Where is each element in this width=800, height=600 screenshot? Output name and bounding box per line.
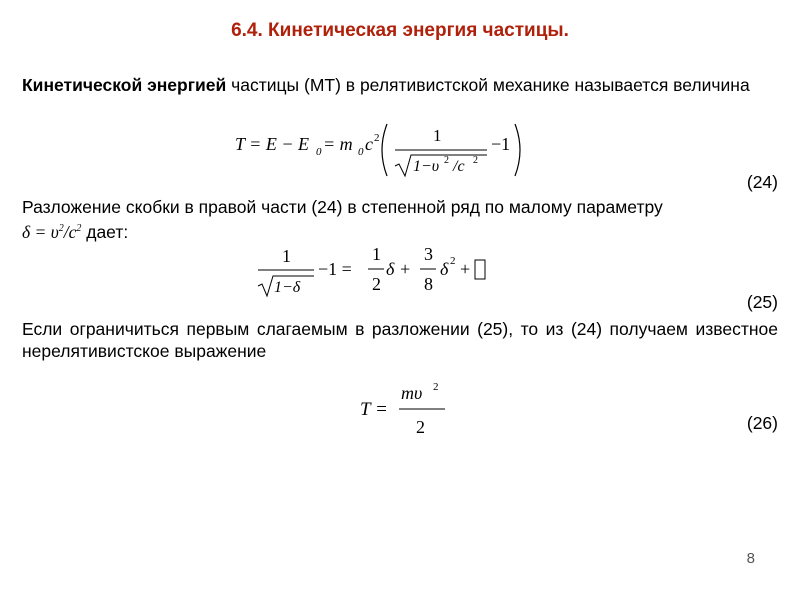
eq25-delta: δ bbox=[440, 259, 449, 279]
eq26-lhs: T = bbox=[360, 399, 388, 420]
delta-def-sq1: 2 bbox=[58, 223, 64, 234]
delta-def-sq2: 2 bbox=[76, 223, 82, 234]
eq25-half-den: 2 bbox=[372, 274, 381, 294]
eq25-plus: + bbox=[460, 259, 471, 279]
eq24-over-c: /c bbox=[453, 158, 465, 175]
equation-number-24: (24) bbox=[746, 172, 778, 192]
eq24-numerator: 1 bbox=[433, 126, 442, 145]
eq24-c2-squared: 2 bbox=[473, 155, 478, 166]
eq25-numerator: 1 bbox=[282, 246, 291, 266]
eq24-c: c bbox=[365, 134, 373, 154]
eq26-numerator: mυ bbox=[401, 383, 423, 403]
expansion-text: Разложение скобки в правой части (24) в степенной ряд по малому параметру bbox=[22, 197, 663, 217]
eq24-lhs: T = E − E bbox=[235, 134, 309, 154]
eq24-eq-m: = m bbox=[323, 134, 353, 154]
eq25-eight: 8 bbox=[424, 274, 433, 294]
eq24-sub0: 0 bbox=[316, 146, 322, 158]
eq26-v-squared: 2 bbox=[433, 381, 439, 393]
paragraph-definition bbox=[22, 74, 778, 96]
eq24-v-squared: 2 bbox=[444, 155, 449, 166]
right-paren-icon bbox=[515, 124, 520, 176]
term-kinetic-energy: Кинетической энергией bbox=[22, 75, 227, 95]
eq24-c-squared: 2 bbox=[374, 132, 380, 144]
eq25-delta-squared: 2 bbox=[450, 255, 456, 267]
left-paren-icon bbox=[382, 124, 387, 176]
paragraph-expansion bbox=[22, 196, 778, 243]
eq25-three: 3 bbox=[424, 244, 433, 264]
eq25-half-num: 1 bbox=[372, 244, 381, 264]
eq25-radicand: 1−δ bbox=[274, 279, 301, 296]
equation-24 bbox=[225, 118, 535, 182]
eq24-sub0-m: 0 bbox=[358, 146, 364, 158]
eq25-delta-plus: δ + bbox=[386, 259, 412, 279]
page-number: 8 bbox=[746, 550, 755, 567]
expansion-suffix: дает: bbox=[81, 221, 129, 242]
equation-26 bbox=[355, 378, 465, 440]
eq24-radicand: 1−υ bbox=[413, 158, 440, 175]
delta-def-over: /c bbox=[63, 221, 77, 242]
equation-number-25: (25) bbox=[746, 292, 778, 312]
equation-number-26: (26) bbox=[746, 413, 778, 433]
delta-def-text: δ = υ bbox=[22, 221, 59, 242]
delta-definition bbox=[22, 222, 81, 242]
definition-text: частицы (МТ) в релятивистской механике называется величина bbox=[226, 75, 750, 95]
equation-25 bbox=[250, 240, 510, 302]
paragraph-nonrelativistic: Если ограничиться первым слагаемым в разложении (25), то из (24) получаем известное нерелятивистское выражение bbox=[22, 319, 778, 361]
eq25-minus-one: −1 = bbox=[318, 259, 352, 279]
eq24-minus-one: −1 bbox=[491, 134, 511, 154]
slide-title: 6.4. Кинетическая энергия частицы. bbox=[231, 20, 569, 41]
eq26-denominator: 2 bbox=[416, 417, 425, 437]
placeholder-box-icon bbox=[475, 260, 485, 279]
